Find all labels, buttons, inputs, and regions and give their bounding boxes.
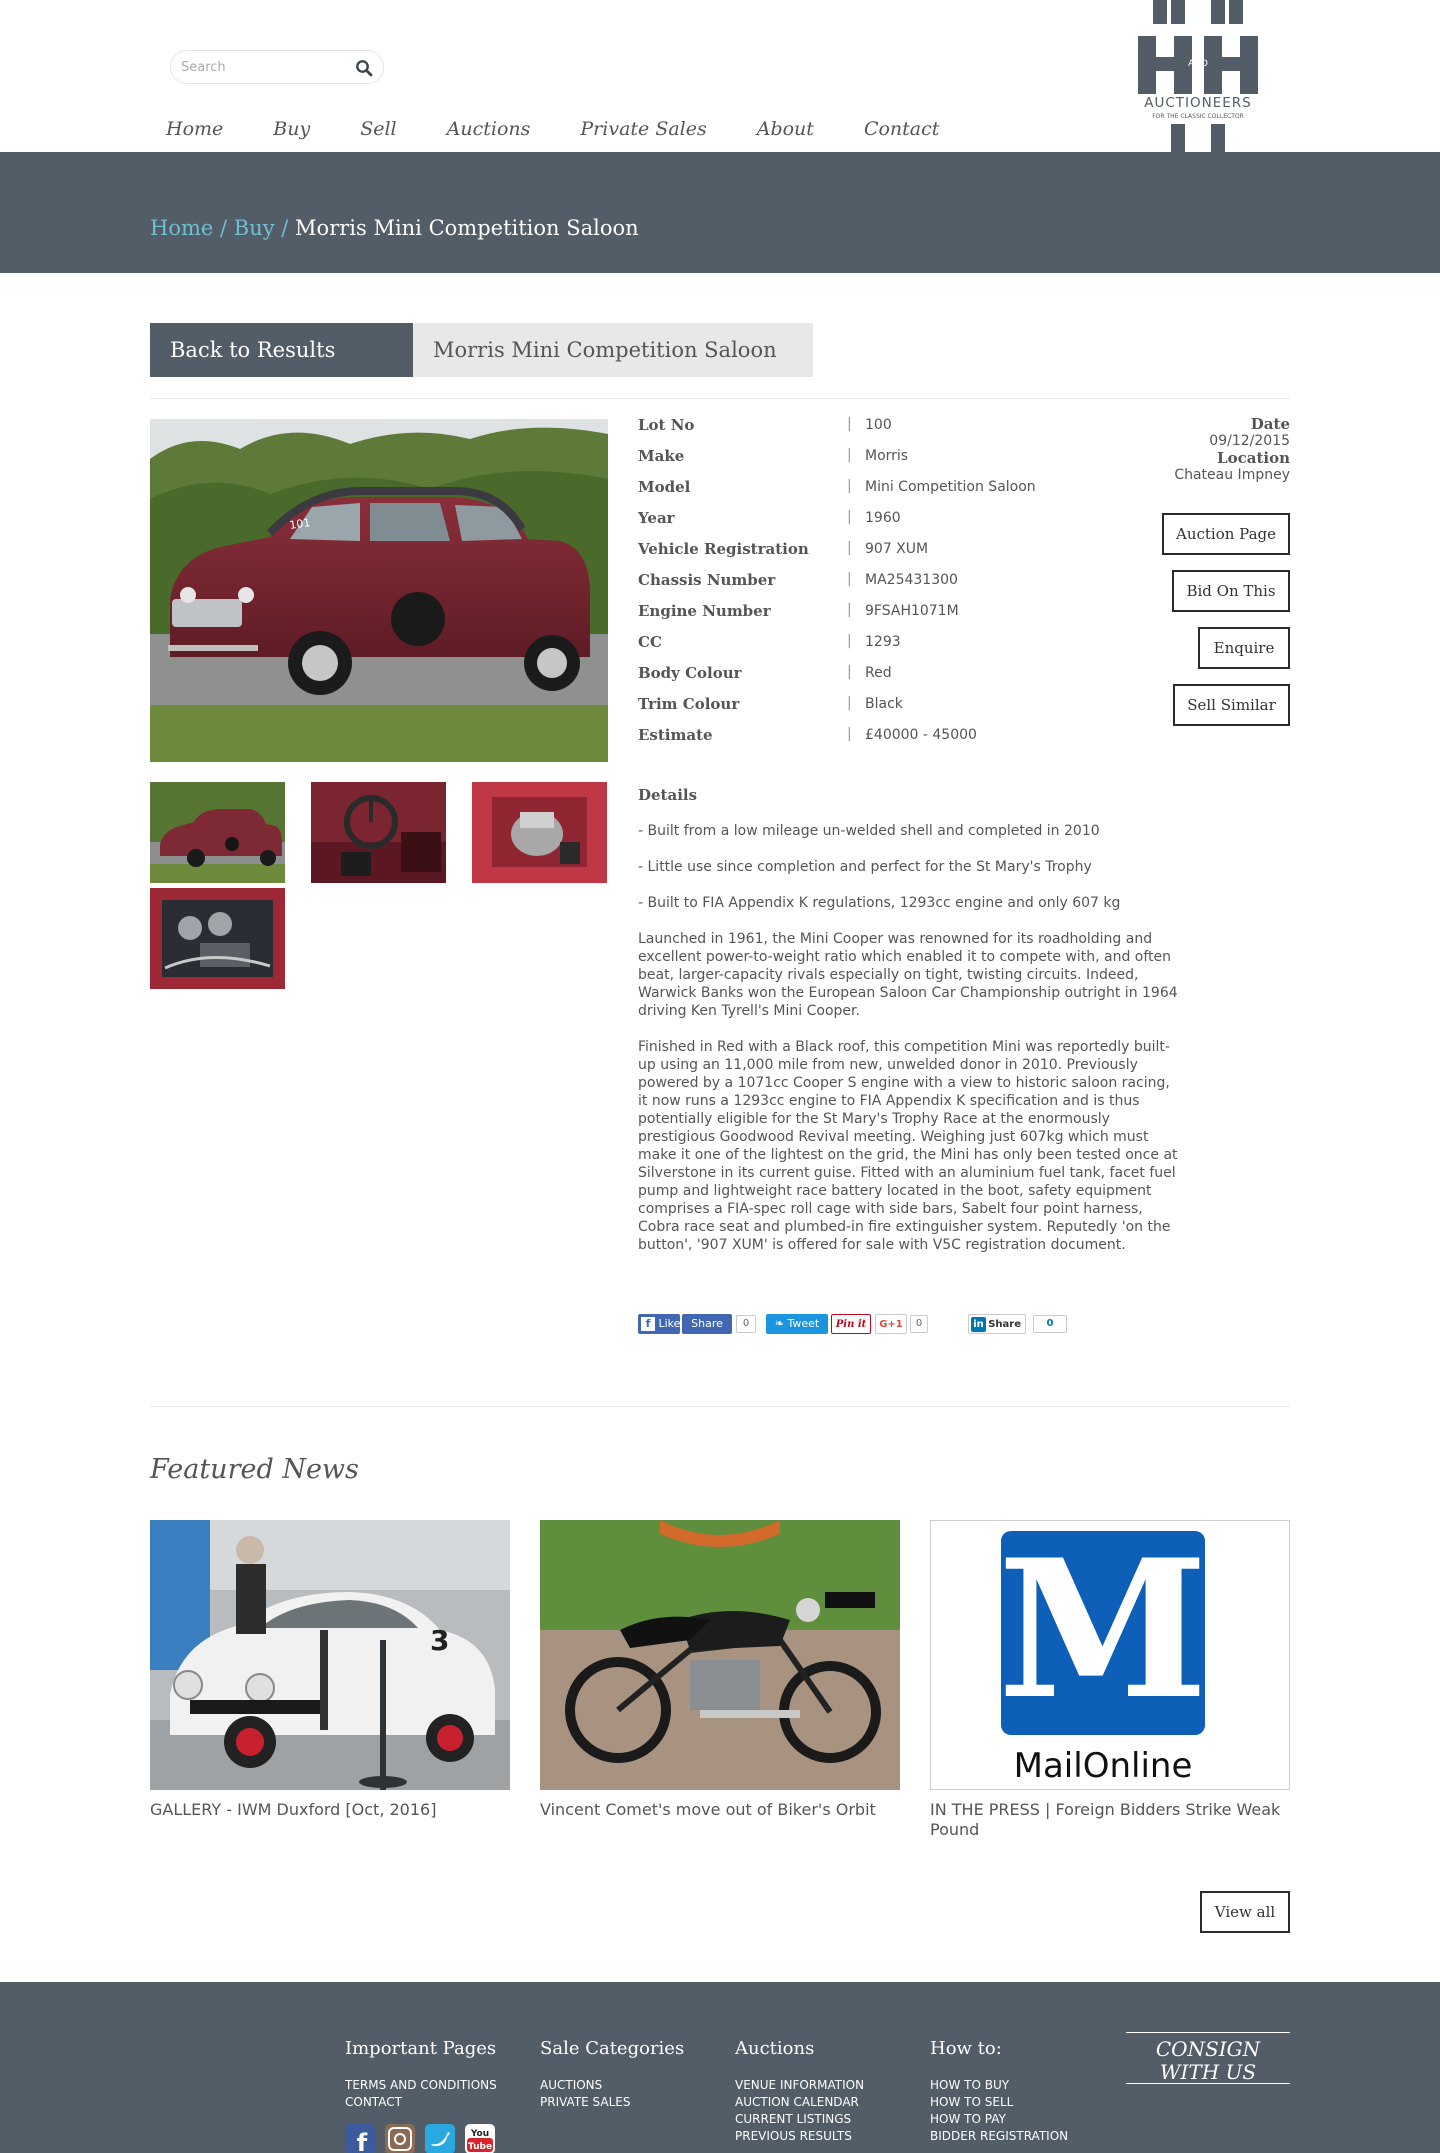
spec-separator: | (847, 664, 852, 680)
spec-label: Engine Number (638, 602, 771, 620)
twitter-icon[interactable] (425, 2124, 455, 2153)
nav-private-sales[interactable]: Private Sales (580, 118, 707, 140)
spec-separator: | (847, 571, 852, 587)
footer-heading: Important Pages (345, 2038, 497, 2059)
spec-label: Make (638, 447, 685, 465)
thumbnail-interior[interactable] (311, 782, 446, 883)
logo-and: AND (1188, 59, 1208, 69)
spec-row-body-colour (638, 664, 1118, 695)
pinterest-button[interactable]: Pin it (831, 1314, 871, 1334)
footer-heading: How to: (930, 2038, 1002, 2059)
back-to-results-button[interactable]: Back to Results (150, 323, 413, 377)
enquire-button[interactable]: Enquire (1198, 627, 1290, 669)
bid-on-this-button[interactable]: Bid On This (1172, 570, 1290, 612)
svg-text:Tube: Tube (467, 2142, 493, 2152)
spec-row-chassis (638, 571, 1118, 602)
spec-row-year (638, 509, 1118, 540)
thumbnail-engine[interactable] (150, 888, 285, 989)
like-label: Like (658, 1317, 681, 1330)
main-lot-photo[interactable] (150, 419, 608, 762)
google-plus-button[interactable]: G+1 (875, 1314, 907, 1334)
spec-separator: | (847, 726, 852, 742)
footer-heading: Sale Categories (540, 2038, 685, 2059)
spec-row-registration (638, 540, 1118, 571)
spec-label: CC (638, 633, 662, 651)
spec-label: Chassis Number (638, 571, 776, 589)
logo-name: AUCTIONEERS (1144, 95, 1252, 111)
breadcrumb-band (0, 152, 1440, 273)
spec-value: 100 (865, 417, 892, 433)
spec-row-lot-no (638, 416, 1118, 447)
footer-column-how-to (930, 2038, 1068, 2145)
details-heading: Details (638, 786, 698, 804)
footer-column-important (345, 2038, 497, 2111)
nav-about[interactable]: About (756, 118, 814, 140)
divider (150, 398, 1290, 399)
auction-page-button[interactable]: Auction Page (1162, 513, 1290, 555)
spec-value: Red (865, 665, 892, 681)
spec-separator: | (847, 447, 852, 463)
details-paragraph: Finished in Red with a Black roof, this competition Mini was reportedly built-up using an 11,000 mile from new, unwelded donor in 2010. Previously powered by a 1071cc Cooper S engine with a view to historic saloon racing, it now runs a 1293cc engine to FIA Appendix K specification and is thus potentially eligible for the St Mary's Trophy Race at the enormously prestigious Goodwood Revival meeting. Weighing just 607kg which must make it one of the lightest on the grid, the Mini has only been tested once at Silverstone in its current guise. Fitted with an aluminium fuel tank, facet fuel pump and lightweight race battery located in the boot, safety equipment comprises a FIA-spec roll cage with side bars, Sabelt four point harness, Cobra race seat and plumbed-in fire extinguisher system. Reputedly 'on the button', '907 XUM' is offered for sale with V5C registration document. (638, 1039, 1178, 1253)
nav-sell[interactable]: Sell (360, 118, 397, 140)
facebook-like-button[interactable] (638, 1314, 680, 1334)
date-value: 09/12/2015 (1209, 433, 1290, 449)
consign-line: WITH US (1159, 2060, 1257, 2084)
spec-separator: | (847, 509, 852, 525)
nav-auctions[interactable]: Auctions (446, 118, 531, 140)
spec-separator: | (847, 416, 852, 432)
date-label: Date (1250, 415, 1290, 433)
nav-contact[interactable]: Contact (863, 118, 940, 140)
spec-value: 1293 (865, 634, 901, 650)
tweet-button[interactable] (766, 1314, 828, 1334)
spec-label: Model (638, 478, 691, 496)
facebook-icon: f (641, 1317, 655, 1331)
footer-link[interactable]: HOW TO PAY (930, 2112, 1006, 2126)
details-bullet: - Built from a low mileage un-welded shell and completed in 2010 (638, 823, 1100, 839)
site-header (0, 0, 1440, 152)
sale-meta (1090, 416, 1290, 484)
thumbnail-boot[interactable] (472, 782, 607, 883)
spec-table (638, 416, 1118, 757)
news-caption[interactable]: GALLERY - IWM Duxford [Oct, 2016] (150, 1800, 437, 1819)
spec-value: MA25431300 (865, 572, 958, 588)
car-number: 101 (288, 516, 312, 532)
linkedin-icon: in (971, 1317, 986, 1332)
footer-column-sale-categories (540, 2038, 684, 2111)
consign-line: CONSIGN (1155, 2037, 1261, 2061)
instagram-icon[interactable] (385, 2124, 415, 2153)
site-footer (0, 1982, 1440, 2153)
lot-title: Morris Mini Competition Saloon (413, 323, 813, 377)
featured-news-title: Featured News (150, 1454, 359, 1485)
footer-heading: Auctions (735, 2038, 815, 2059)
breadcrumb (150, 216, 639, 240)
svg-text:You: You (470, 2129, 490, 2139)
facebook-icon[interactable] (345, 2124, 375, 2153)
logo-tagline: FOR THE CLASSIC COLLECTOR (1152, 113, 1244, 120)
spec-label: Lot No (638, 416, 695, 434)
news-card[interactable] (150, 1520, 510, 1820)
spec-row-engine (638, 602, 1118, 633)
spec-value: 907 XUM (865, 541, 929, 557)
spec-label: Trim Colour (638, 695, 740, 713)
twitter-icon: ❧ (774, 1317, 784, 1330)
location-label: Location (1217, 449, 1290, 467)
details-bullet: - Little use since completion and perfect for the St Mary's Trophy (638, 859, 1092, 875)
footer-link[interactable]: BIDDER REGISTRATION (930, 2129, 1069, 2143)
news-card[interactable] (930, 1520, 1290, 1840)
spec-separator: | (847, 540, 852, 556)
main-nav (166, 118, 989, 148)
breadcrumb-buy[interactable]: Buy (233, 216, 275, 240)
spec-label: Body Colour (638, 664, 742, 682)
svg-text:M: M (997, 1521, 1209, 1741)
spec-value: £40000 - 45000 (865, 727, 977, 743)
footer-link[interactable]: CONTACT (345, 2095, 402, 2109)
lot-details (638, 786, 1178, 1272)
hh-auctioneers-logo[interactable] (1136, 0, 1260, 152)
tweet-label: Tweet (787, 1317, 820, 1330)
footer-link[interactable]: PREVIOUS RESULTS (735, 2129, 852, 2143)
breadcrumb-home[interactable]: Home (150, 216, 214, 240)
linkedin-share-button[interactable] (968, 1314, 1026, 1334)
spec-row-cc (638, 633, 1118, 664)
news-image-mail-online[interactable] (930, 1520, 1290, 1790)
spec-separator: | (847, 695, 852, 711)
facebook-share-count: 0 (736, 1315, 756, 1333)
footer-link[interactable]: VENUE INFORMATION (735, 2078, 865, 2092)
spec-value: 1960 (865, 510, 901, 526)
spec-separator: | (847, 633, 852, 649)
race-number: 3 (430, 1624, 450, 1657)
location-value: Chateau Impney (1174, 467, 1290, 483)
consign-with-us-button[interactable] (1126, 2032, 1290, 2084)
linkedin-share-count: 0 (1033, 1315, 1067, 1333)
linkedin-share-label: Share (988, 1319, 1021, 1330)
footer-link[interactable]: PRIVATE SALES (540, 2095, 631, 2109)
footer-column-auctions (735, 2038, 864, 2145)
nav-buy[interactable]: Buy (273, 118, 311, 140)
footer-link[interactable]: HOW TO SELL (930, 2095, 1014, 2109)
mail-online-logo-text: MailOnline (1013, 1746, 1193, 1786)
footer-link[interactable]: AUCTIONS (540, 2078, 603, 2092)
facebook-share-button[interactable]: Share (682, 1314, 732, 1334)
footer-link[interactable]: CURRENT LISTINGS (735, 2112, 852, 2126)
news-image-porsche[interactable] (150, 1520, 510, 1790)
breadcrumb-separator: / (281, 216, 289, 240)
search-input[interactable] (181, 57, 341, 77)
svg-text:f: f (356, 2129, 368, 2153)
share-bar (638, 1314, 1078, 1336)
spec-row-estimate (638, 726, 1118, 757)
search-box (170, 50, 384, 84)
details-paragraph: Launched in 1961, the Mini Cooper was renowned for its roadholding and excellent power-to-weight ratio which enabled it to compete with, and often beat, larger-capacity rivals especially on tight, twisting circuits. Indeed, Warwick Banks won the European Saloon Car Championship outright in 1964 driving Ken Tyrell's Mini Cooper. (638, 931, 1178, 1019)
spec-value: Mini Competition Saloon (865, 479, 1036, 495)
footer-link[interactable]: HOW TO BUY (930, 2078, 1010, 2092)
breadcrumb-current: Morris Mini Competition Saloon (295, 216, 639, 240)
spec-row-model (638, 478, 1118, 509)
news-caption[interactable]: Vincent Comet's move out of Biker's Orbit (540, 1800, 876, 1819)
spec-label: Vehicle Registration (638, 540, 809, 558)
news-caption[interactable]: IN THE PRESS | Foreign Bidders Strike Weak Pound (930, 1800, 1281, 1839)
spec-separator: | (847, 478, 852, 494)
spec-value: Black (865, 696, 903, 712)
google-plus-count: 0 (910, 1315, 928, 1333)
breadcrumb-separator: / (220, 216, 228, 240)
sell-similar-button[interactable]: Sell Similar (1173, 684, 1290, 726)
details-bullet: - Built to FIA Appendix K regulations, 1293cc engine and only 607 kg (638, 895, 1121, 911)
spec-label: Year (638, 509, 675, 527)
thumbnail-exterior[interactable] (150, 782, 285, 883)
youtube-icon[interactable] (465, 2124, 495, 2153)
spec-row-make (638, 447, 1118, 478)
spec-value: Morris (865, 448, 909, 464)
news-card[interactable] (540, 1520, 900, 1820)
footer-link[interactable]: AUCTION CALENDAR (735, 2095, 859, 2109)
spec-value: 9FSAH1071M (865, 603, 959, 619)
spec-separator: | (847, 602, 852, 618)
spec-row-trim-colour (638, 695, 1118, 726)
footer-link[interactable]: TERMS AND CONDITIONS (345, 2078, 497, 2092)
news-image-motorcycle[interactable] (540, 1520, 900, 1790)
divider (150, 1406, 1290, 1407)
search-icon[interactable] (355, 59, 373, 77)
nav-home[interactable]: Home (166, 118, 224, 140)
view-all-button[interactable]: View all (1200, 1891, 1290, 1933)
spec-label: Estimate (638, 726, 713, 744)
